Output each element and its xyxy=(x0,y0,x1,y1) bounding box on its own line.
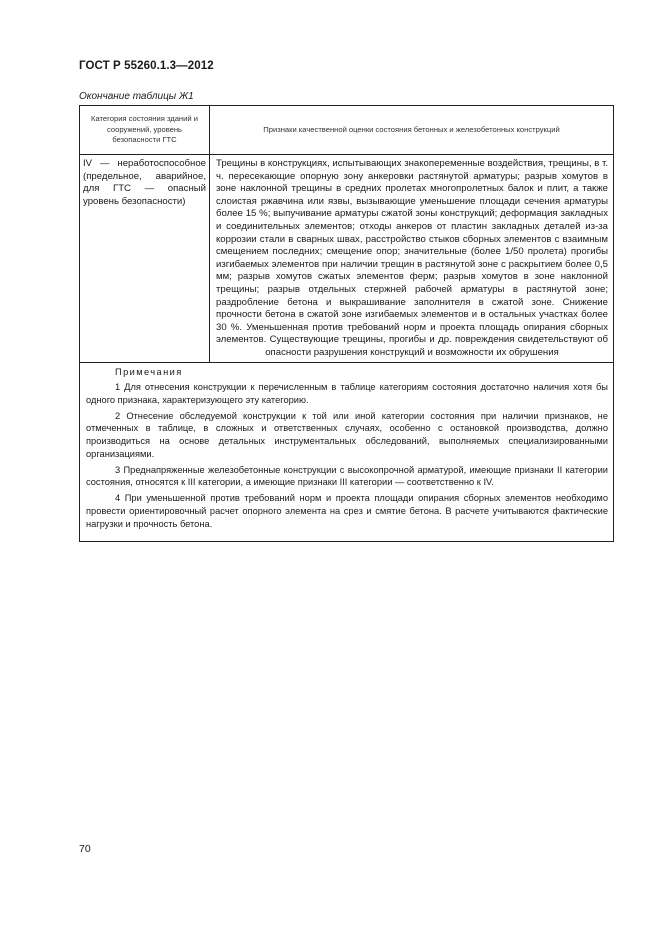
page-number: 70 xyxy=(79,843,91,855)
column-header-criteria: Признаки качественной оценки состояния бетонных и железобетонных конструкций xyxy=(210,106,614,155)
notes-cell xyxy=(80,362,614,541)
assessment-table xyxy=(79,105,614,542)
document-code: ГОСТ Р 55260.1.3—2012 xyxy=(79,60,214,72)
table-caption: Окончание таблицы Ж1 xyxy=(79,91,194,102)
note-item: 2 Отнесение обследуемой конструкции к той или иной категории состояния при наличии признаков, не отмеченных в таблице, в сложных и ответственных случаях, особенно с остановкой производства, должно производиться на основе детальных инструментальных обследований, выполняемых специализированными организациями. xyxy=(86,410,608,459)
notes-row xyxy=(80,362,614,541)
notes-title: Примечания xyxy=(115,366,183,377)
table-row xyxy=(80,155,614,363)
table-header-row xyxy=(80,106,614,155)
note-item: 4 При уменьшенной против требований норм и проекта площади опирания сборных элементов необходимо провести ориентировочный расчет опорного элемента на срез и смятие бетона. В расчете учитываются фактические нагрузки и прочность бетона. xyxy=(86,493,608,529)
note-item: 3 Преднапряженные железобетонные конструкции с высокопрочной арматурой, имеющие признаки II категории состояния, относятся к III категории, а имеющие признаки III категории — соответственно к IV. xyxy=(86,464,608,488)
category-cell: IV — неработоспособное (предельное, аварийное, для ГТС — опасный уровень безопасности) xyxy=(80,155,210,363)
criteria-cell: Трещины в конструкциях, испытывающих знакопеременные воздействия, трещины, в т. ч. пересекающие опорную зону анкеровки растянутой арматуры; разрыв хомутов в зоне наклонной трещины в средних пролетах многопролетных балок и плит, а также слоистая ржавчина или язвы, вызывающие уменьшение площади сечения арматуры более 15 %; выпучивание арматуры сжатой зоны конструкций; деформация закладных и соединительных элементов; отходы анкеров от пластин закладных деталей из-за коррозии стали в сварных швах, расстройство стыков сборных элементов с взаимным смещением последних; смещение опор; значительные (более 1/50 пролета) прогибы изгибаемых элементов при наличии трещин в растянутой зоне с раскрытием более 0,5 мм; разрыв хомутов сжатых элементов ферм; разрыв хомутов в зоне наклонной трещины; разрыв отдельных стержней рабочей арматуры в растянутой зоне; раздробление бетона и выкрашивание заполнителя в сжатой зоне. Снижение прочности бетона в сжатой зоне изгибаемых элементов и в остальных участках более 30 %. Уменьшенная против требований норм и проекта площадь опирания сборных элементов. Существующие трещины, прогибы и др. повреждения свидетельствуют об опасности разрушения конструкций и возможности их обрушения xyxy=(210,155,614,363)
column-header-category: Категория состояния зданий и сооружений, уровень безопасности ГТС xyxy=(80,106,210,155)
note-item: 1 Для отнесения конструкции к перечисленным в таблице категориям состояния достаточно наличия хотя бы одного признака, характеризующего эту категорию. xyxy=(86,382,608,405)
